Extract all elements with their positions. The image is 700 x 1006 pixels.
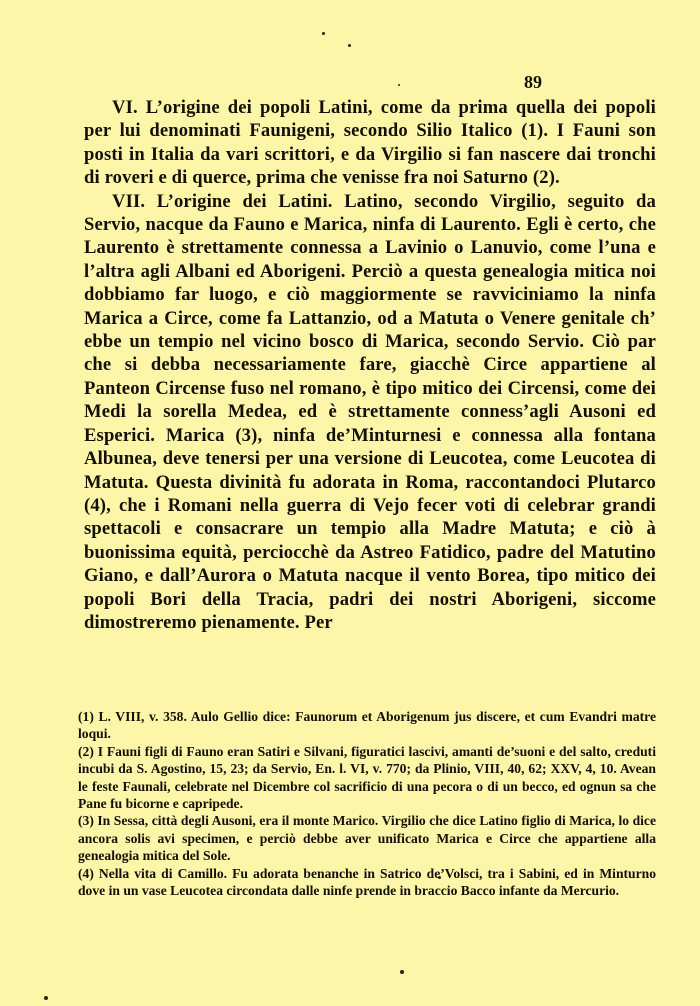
footnote-4: (4) Nella vita di Camillo. Fu adorata benanche in Satrico de’Volsci, tra i Sabini, ed in Minturno dove in un vase Leucotea circondata dalle ninfe prende in braccio Bacco infante da Mercurio. (78, 865, 656, 899)
footnote-2: (2) I Fauni figli di Fauno eran Satiri e Silvani, figuratici lascivi, amanti de’suoni e del salto, creduti incubi da S. Agostino, 15, 23; da Servio, En. l. VI, v. 770; da Plinio, VIII, 40, 62; XXV, 4, 10. Avean le feste Faunali, celebrate nel Dicembre col sacrificio di una pecora o di un becco, ed ognun sa che Pane fu bicorne e capripede. (78, 743, 656, 812)
ink-speck (348, 44, 351, 47)
footnotes (78, 708, 656, 899)
paragraph-vii: VII. L’origine dei Latini. Latino, secondo Virgilio, seguito da Servio, nacque da Fauno e Marica, ninfa di Laurento. Egli è certo, che Laurento è strettamente connessa a Lavinio o Lanuvio, come l’una e l’altra agli Albani ed Aborigeni. Perciò a questa genealogia mitica noi dobbiamo far luogo, e ciò maggiormente se ravviciniamo la ninfa Marica a Circe, come fa Lattanzio, od a Matuta o Venere genitale ch’ ebbe un tempio nel vicino bosco di Marica, secondo Servio. Ciò par che si debba necessariamente fare, giacchè Circe appartiene al Panteon Circense fuso nel romano, è tipo mitico dei Circensi, come dei Medi la sorella Medea, ed è strettamente conness’agli Ausoni ed Esperici. Marica (3), ninfa de’Minturnesi e connessa alla fontana Albunea, deve tenersi per una versione di Leucotea, come Leucotea di Matuta. Questa divinità fu adorata in Roma, raccontandoci Plutarco (4), che i Romani nella guerra di Vejo fecer voti di celebrar grandi spettacoli e consacrare un tempio alla Madre Matuta; e ciò à buonissima equità, perciocchè da Astreo Fatidico, padre del Matutino Giano, e dall’Aurora o Matuta nacque il vento Borea, tipo mitico dei popoli Bori della Tracia, padri dei nostri Aborigeni, siccome dimostreremo pienamente. Per (84, 190, 656, 633)
main-text (84, 96, 656, 634)
page-number: 89 (524, 72, 542, 92)
ink-speck (322, 32, 325, 35)
footnote-3: (3) In Sessa, città degli Ausoni, era il monte Marico. Virgilio che dice Latino figlio di Marica, lo dice ancora solis avi specimen, e perciò debbe aver unificato Marica e Circe che appartiene alla genealogia mitica del Sole. (78, 813, 656, 864)
ink-speck (398, 84, 400, 86)
footnote-1: (1) L. VIII, v. 358. Aulo Gellio dice: Faunorum et Aborigenum jus discere, et cum Evandri matre loqui. (78, 709, 656, 742)
ink-speck (400, 970, 404, 974)
ink-speck (44, 996, 48, 1000)
paragraph-vi: VI. L’origine dei popoli Latini, come da prima quella dei popoli per lui denominati Faunigeni, secondo Silio Italico (1). I Fauni son posti in Italia da vari scrittori, e da Virgilio si fan nascere dai tronchi di roveri e di querce, prima che venisse fra noi Saturno (2). (84, 97, 656, 189)
